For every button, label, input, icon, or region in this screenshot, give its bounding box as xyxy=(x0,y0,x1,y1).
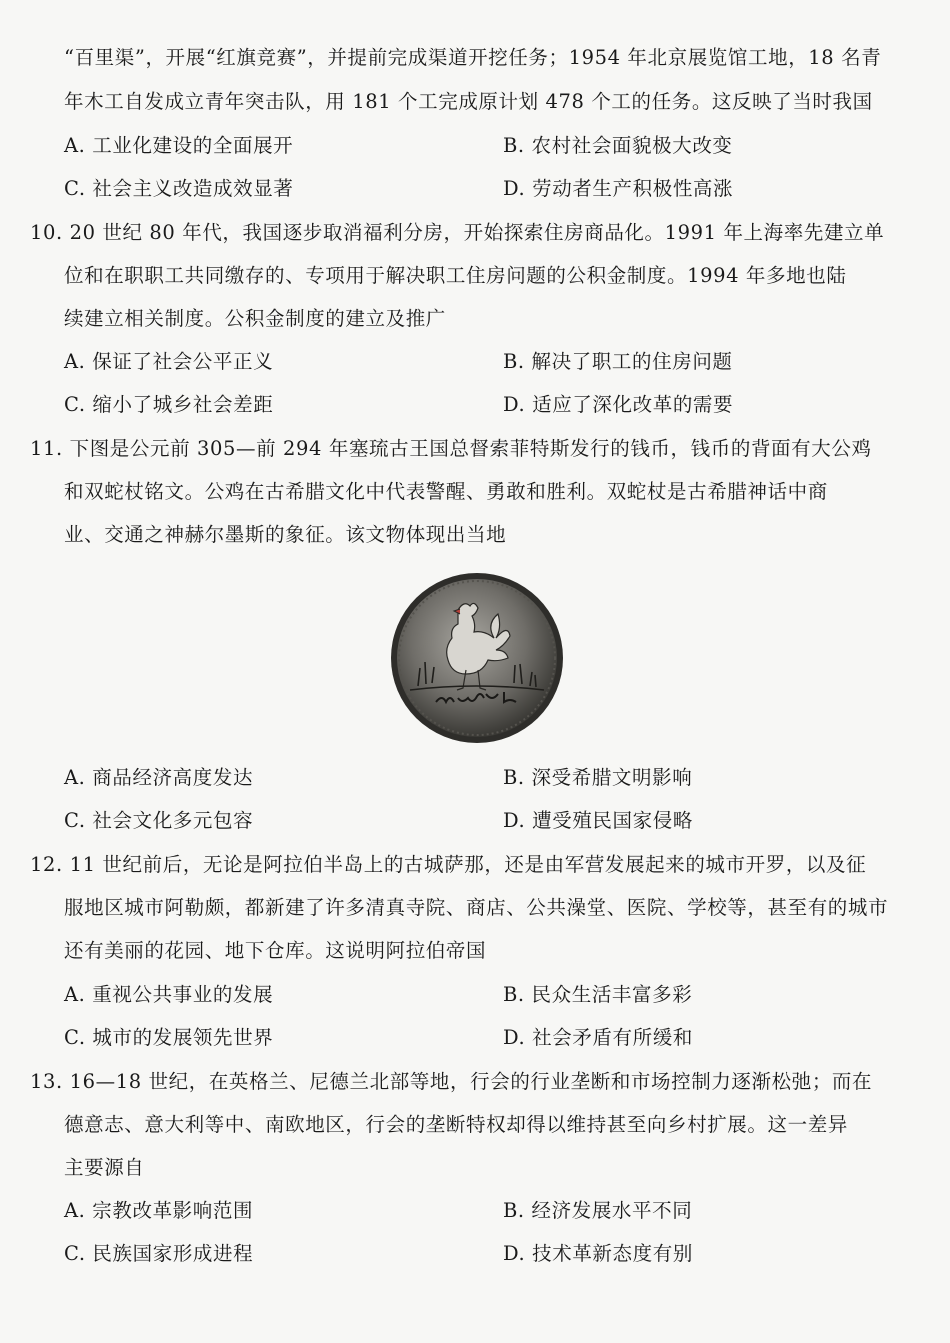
q10-option-b[interactable]: B. 解决了职工的住房问题 xyxy=(503,350,733,373)
q11-option-c[interactable]: C. 社会文化多元包容 xyxy=(64,809,254,832)
q9-line-1: “百里渠”，开展“红旗竞赛”，并提前完成渠道开挖任务；1954 年北京展览馆工地，18 名青 xyxy=(64,46,882,69)
q12-option-a[interactable]: A. 重视公共事业的发展 xyxy=(64,983,274,1006)
q13-option-a[interactable]: A. 宗教改革影响范围 xyxy=(64,1199,254,1222)
q9-option-d[interactable]: D. 劳动者生产积极性高涨 xyxy=(503,177,734,200)
q13-line-2: 德意志、意大利等中、南欧地区，行会的垄断特权却得以维持甚至向乡村扩展。这一差异 xyxy=(64,1113,848,1136)
q12-option-c[interactable]: C. 城市的发展领先世界 xyxy=(64,1026,274,1049)
q9-option-c[interactable]: C. 社会主义改造成效显著 xyxy=(64,177,294,200)
q11-option-d[interactable]: D. 遭受殖民国家侵略 xyxy=(503,809,693,832)
q10-line-2: 位和在职职工共同缴存的、专项用于解决职工住房问题的公积金制度。1994 年多地也陆 xyxy=(64,264,847,287)
q13-option-c[interactable]: C. 民族国家形成进程 xyxy=(64,1242,254,1265)
q13-option-d[interactable]: D. 技术革新态度有别 xyxy=(503,1242,693,1265)
q13-line-3: 主要源自 xyxy=(64,1156,145,1179)
q10-line-3: 续建立相关制度。公积金制度的建立及推广 xyxy=(64,307,446,330)
coin-image xyxy=(388,570,566,746)
q10-option-a[interactable]: A. 保证了社会公平正义 xyxy=(64,350,274,373)
rooster-coin-icon xyxy=(388,570,566,746)
q9-line-2: 年木工自发成立青年突击队，用 181 个工完成原计划 478 个工的任务。这反映了当时我国 xyxy=(64,90,873,113)
q11-line-1: 11. 下图是公元前 305—前 294 年塞琉古王国总督索菲特斯发行的钱币，钱币的背面有大公鸡 xyxy=(30,437,872,460)
q10-option-d[interactable]: D. 适应了深化改革的需要 xyxy=(503,393,734,416)
q11-line-2: 和双蛇杖铭文。公鸡在古希腊文化中代表警醒、勇敢和胜利。双蛇杖是古希腊神话中商 xyxy=(64,480,828,503)
q11-line-3: 业、交通之神赫尔墨斯的象征。该文物体现出当地 xyxy=(64,523,507,546)
q11-option-b[interactable]: B. 深受希腊文明影响 xyxy=(503,766,693,789)
q12-option-d[interactable]: D. 社会矛盾有所缓和 xyxy=(503,1026,693,1049)
q13-option-b[interactable]: B. 经济发展水平不同 xyxy=(503,1199,693,1222)
q11-option-a[interactable]: A. 商品经济高度发达 xyxy=(64,766,254,789)
q12-line-3: 还有美丽的花园、地下仓库。这说明阿拉伯帝国 xyxy=(64,939,487,962)
q10-option-c[interactable]: C. 缩小了城乡社会差距 xyxy=(64,393,274,416)
q9-option-b[interactable]: B. 农村社会面貌极大改变 xyxy=(503,134,733,157)
q9-option-a[interactable]: A. 工业化建设的全面展开 xyxy=(64,134,294,157)
q12-line-1: 12. 11 世纪前后，无论是阿拉伯半岛上的古城萨那，还是由军营发展起来的城市开罗，以及征 xyxy=(30,853,867,876)
q13-line-1: 13. 16—18 世纪，在英格兰、尼德兰北部等地，行会的行业垄断和市场控制力逐渐松弛；而在 xyxy=(30,1070,873,1093)
q12-line-2: 服地区城市阿勒颇，都新建了许多清真寺院、商店、公共澡堂、医院、学校等，甚至有的城市 xyxy=(64,896,889,919)
q12-option-b[interactable]: B. 民众生活丰富多彩 xyxy=(503,983,693,1006)
q10-line-1: 10. 20 世纪 80 年代，我国逐步取消福利分房，开始探索住房商品化。1991 年上海率先建立单 xyxy=(30,221,885,244)
